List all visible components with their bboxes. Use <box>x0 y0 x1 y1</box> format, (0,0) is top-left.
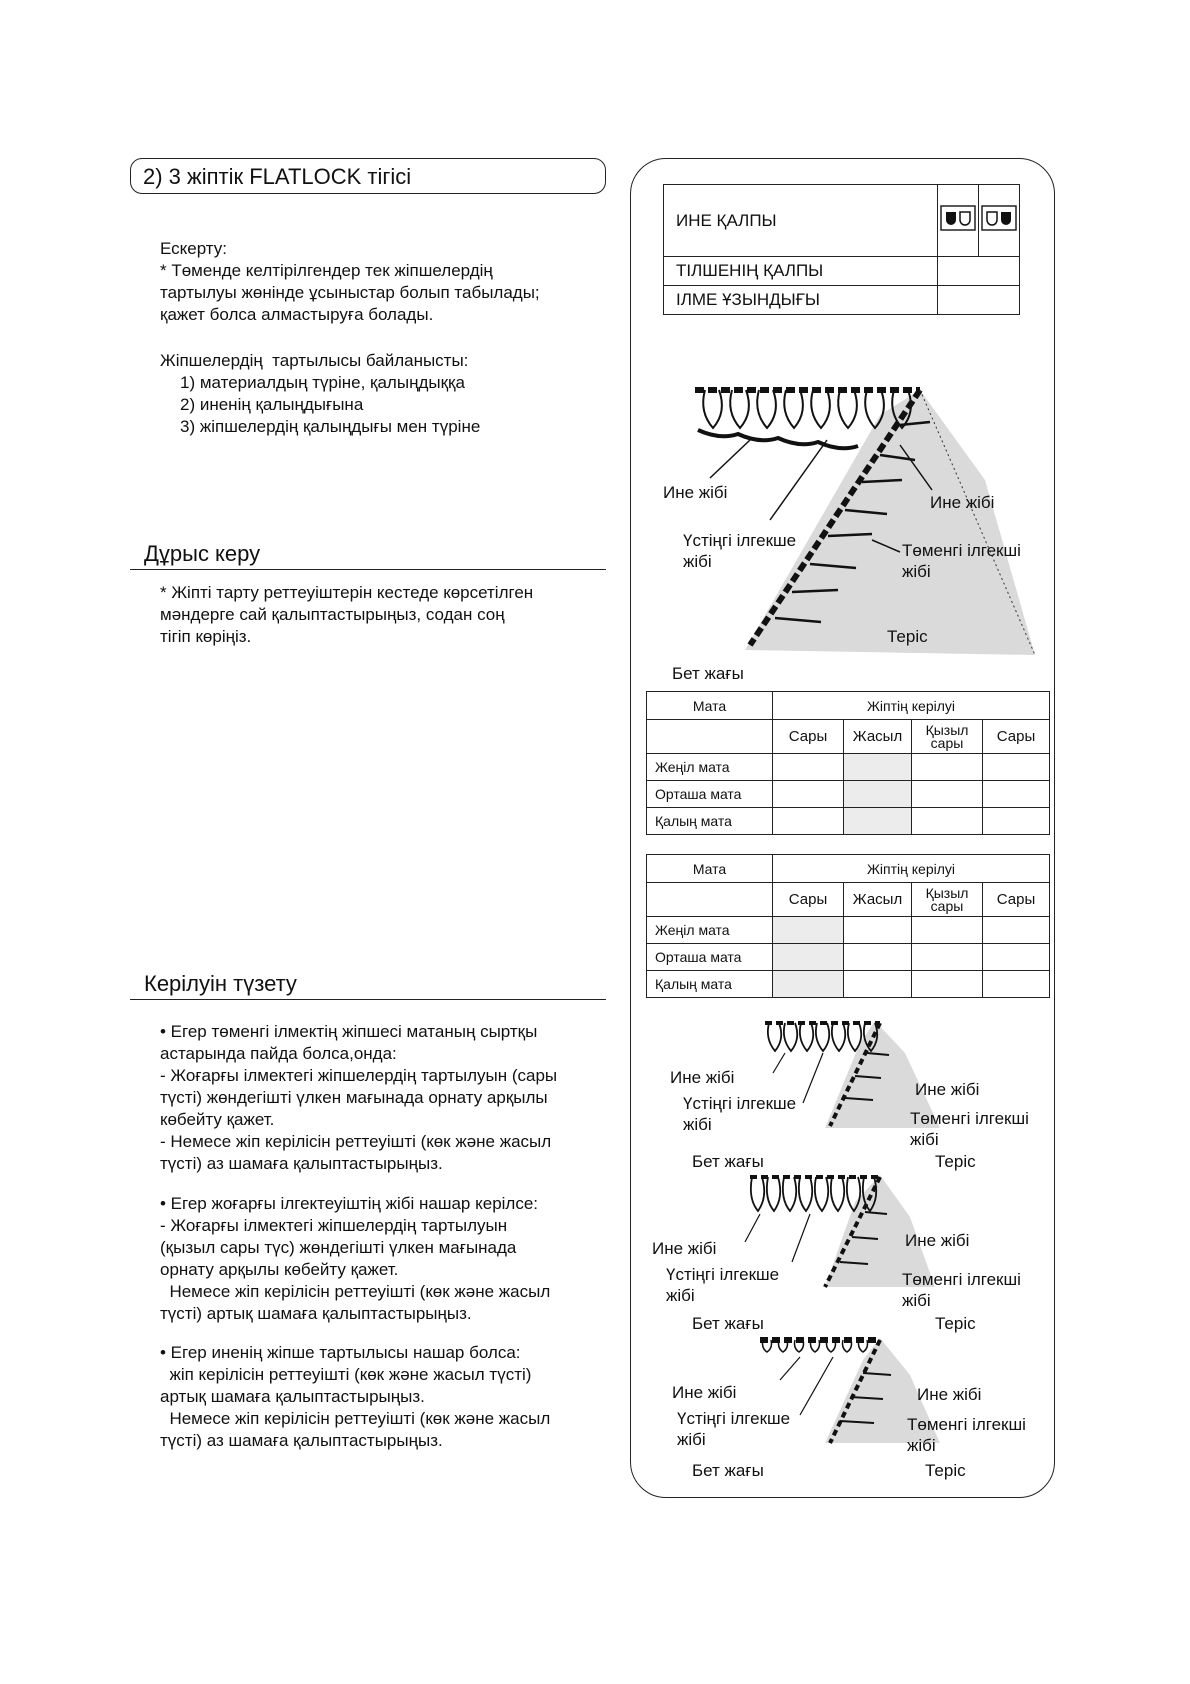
machine-config-table <box>663 184 1020 315</box>
flatlock-stitch-diagram <box>630 370 1055 670</box>
back-side-label: Теріс <box>935 1152 976 1171</box>
adjust-line: Немесе жіп керілісін реттеуішті (көк және жасыл <box>160 1282 551 1301</box>
color-header: Қызыл сары <box>912 720 983 754</box>
tension-header: Жіптің керілуі <box>773 692 1050 720</box>
fabric-row-label: Қалың мата <box>647 808 773 835</box>
needle-thread-label: Ине жібі <box>663 483 728 502</box>
tongue-position-label: ТІЛШЕНІҢ ҚАЛПЫ <box>664 257 938 286</box>
needle-thread-label: Ине жібі <box>915 1080 980 1099</box>
leader-line <box>792 1214 810 1262</box>
adjust-line: Немесе жіп керілісін реттеуішті (көк және жасыл <box>160 1409 551 1428</box>
needle-left-icon <box>938 203 978 233</box>
tension-header: Жіптің керілуі <box>773 855 1050 883</box>
tension-table-2 <box>646 854 1050 998</box>
tension-cell <box>844 754 912 781</box>
lower-looper-label: Төменгі ілгекші жібі <box>902 541 1021 581</box>
tension-cell <box>983 917 1050 944</box>
needle-thread-label: Ине жібі <box>670 1068 735 1087</box>
leader-line <box>773 1053 785 1073</box>
back-side-label: Теріс <box>925 1461 966 1480</box>
upper-looper-label: Үстіңгі ілгекше жібі <box>683 1094 797 1134</box>
adjust-paragraph-2 <box>160 1193 550 1325</box>
adjust-line: түсті) аз шамаға қалыптастырыңыз. <box>160 1431 443 1450</box>
fabric-row-label: Орташа мата <box>647 944 773 971</box>
fabric-row-label: Қалың мата <box>647 971 773 998</box>
note-line: тартылуы жөнінде ұсыныстар болып табылады; <box>160 283 540 302</box>
lower-looper-label: Төменгі ілгекші жібі <box>907 1415 1026 1455</box>
adjust-paragraph-3 <box>160 1342 550 1452</box>
tension-cell <box>983 971 1050 998</box>
needle-thread-label: Ине жібі <box>905 1231 970 1250</box>
adjust-line: астарында пайда болса,онда: <box>160 1044 397 1063</box>
leader-line <box>710 440 750 478</box>
tension-cell <box>844 971 912 998</box>
needle-right-icon <box>979 203 1019 233</box>
needle-thread-label: Ине жібі <box>917 1385 982 1404</box>
fabric-row-label: Жеңіл мата <box>647 917 773 944</box>
tension-cell <box>773 971 844 998</box>
adjust-line: • Егер жоғарғы ілгектеуіштің жібі нашар керілсе: <box>160 1194 539 1213</box>
adjust-line: түсті) жөндегішті үлкен мағынада орнату арқылы <box>160 1088 548 1107</box>
empty-cell <box>647 720 773 754</box>
upper-looper-label: Үстіңгі ілгекше жібі <box>666 1265 780 1305</box>
adjust-line: - Жоғарғы ілмектегі жіпшелердің тартылуын (сары <box>160 1066 558 1085</box>
tension-cell <box>983 944 1050 971</box>
adjust-line: - Немесе жіп керілісін реттеуішті (көк және жасыл <box>160 1132 552 1151</box>
adjust-line: түсті) артық шамаға қалыптастырыңыз. <box>160 1304 472 1323</box>
tension-cell <box>983 808 1050 835</box>
tension-depends-title: Жіпшелердің тартылысы байланысты: <box>160 351 469 370</box>
tension-cell <box>983 781 1050 808</box>
fabric-header: Мата <box>647 692 773 720</box>
loop-length-label: ІЛМЕ ҰЗЫНДЫҒЫ <box>664 286 938 315</box>
tension-cell <box>844 944 912 971</box>
tension-cell <box>912 754 983 781</box>
tension-cell <box>983 754 1050 781</box>
upper-looper-label: Үстіңгі ілгекше жібі <box>677 1409 791 1449</box>
tension-cell <box>773 944 844 971</box>
front-side-label: Бет жағы <box>692 1152 764 1171</box>
leader-line <box>800 1357 833 1415</box>
color-header: Сары <box>773 883 844 917</box>
color-header: Сары <box>773 720 844 754</box>
note-line: * Төменде келтірілгендер тек жіпшелердің <box>160 261 493 280</box>
adjust-line: артық шамаға қалыптастырыңыз. <box>160 1387 425 1406</box>
adjust-paragraph-1 <box>160 1021 557 1175</box>
tension-cell <box>912 971 983 998</box>
color-header: Жасыл <box>844 883 912 917</box>
adjust-line: орнату арқылы көбейту қажет. <box>160 1260 399 1279</box>
tension-cell <box>773 781 844 808</box>
tension-cell <box>912 808 983 835</box>
correct-tension-heading: Дұрыс керу <box>144 541 261 566</box>
loop-length-value <box>938 286 1020 315</box>
tension-cell <box>844 917 912 944</box>
needle-left-cell <box>938 185 979 257</box>
needle-thread-label: Ине жібі <box>652 1239 717 1258</box>
empty-cell <box>647 883 773 917</box>
leader-line <box>803 1053 823 1103</box>
lower-looper-label: Төменгі ілгекші жібі <box>910 1109 1029 1149</box>
needle-thread-label: Ине жібі <box>672 1383 737 1402</box>
adjust-line: • Егер иненің жіпше тартылысы нашар болса: <box>160 1343 521 1362</box>
front-side-label: Бет жағы <box>692 1461 764 1480</box>
leader-line <box>780 1357 800 1380</box>
upper-looper-label: Үстіңгі ілгекше жібі <box>683 531 797 571</box>
needle-position-label: ИНЕ ҚАЛПЫ <box>664 185 938 257</box>
adjust-line: көбейту қажет. <box>160 1110 275 1129</box>
adjust-tension-heading: Керілуін түзету <box>144 971 297 996</box>
back-side-label: Теріс <box>887 627 928 646</box>
section-title: 2) 3 жіптік FLATLOCK тігісі <box>130 158 606 194</box>
color-header: Сары <box>983 720 1050 754</box>
adjust-line: (қызыл сары түс) жөндегішті үлкен мағынада <box>160 1238 517 1257</box>
heading-rule <box>130 999 606 1000</box>
tension-cell <box>773 917 844 944</box>
correct-tension-line: мәндерге сай қалыптастырыңыз, содан соң <box>160 605 505 624</box>
fabric-header: Мата <box>647 855 773 883</box>
correct-tension-line: * Жіпті тарту реттеуіштерін кестеде көрсетілген <box>160 583 534 602</box>
tension-cell <box>773 808 844 835</box>
tension-cell <box>844 781 912 808</box>
tension-depends-item: 1) материалдың түріне, қалыңдыққа <box>180 373 465 392</box>
leader-line <box>770 440 827 520</box>
tension-table-1 <box>646 691 1050 835</box>
fabric-row-label: Жеңіл мата <box>647 754 773 781</box>
tension-depends-item: 2) иненің қалыңдығына <box>180 395 364 414</box>
adjust-line: жіп керілісін реттеуішті (көк және жасыл түсті) <box>160 1365 532 1384</box>
adjust-line: - Жоғарғы ілмектегі жіпшелердің тартылуын <box>160 1216 508 1235</box>
tension-cell <box>844 808 912 835</box>
tension-cell <box>773 754 844 781</box>
color-header: Жасыл <box>844 720 912 754</box>
note-line: қажет болса алмастыруға болады. <box>160 305 434 324</box>
needle-right-cell <box>979 185 1020 257</box>
leader-line <box>745 1214 760 1242</box>
tension-depends-item: 3) жіпшелердің қалыңдығы мен түріне <box>180 417 481 436</box>
color-header: Қызыл сары <box>912 883 983 917</box>
adjust-line: • Егер төменгі ілмектің жіпшесі матаның сыртқы <box>160 1022 538 1041</box>
needle-thread-label: Ине жібі <box>930 493 995 512</box>
tension-cell <box>912 944 983 971</box>
back-side-label: Теріс <box>935 1314 976 1333</box>
front-side-label: Бет жағы <box>692 1314 764 1333</box>
tension-cell <box>912 781 983 808</box>
adjust-line: түсті) аз шамаға қалыптастырыңыз. <box>160 1154 443 1173</box>
tension-cell <box>912 917 983 944</box>
tongue-position-value <box>938 257 1020 286</box>
color-header: Сары <box>983 883 1050 917</box>
fabric-row-label: Орташа мата <box>647 781 773 808</box>
front-side-label: Бет жағы <box>672 664 744 683</box>
note-title: Ескерту: <box>160 239 228 258</box>
lower-looper-label: Төменгі ілгекші жібі <box>902 1270 1021 1310</box>
correct-tension-line: тігіп көріңіз. <box>160 627 252 646</box>
heading-rule <box>130 569 606 570</box>
